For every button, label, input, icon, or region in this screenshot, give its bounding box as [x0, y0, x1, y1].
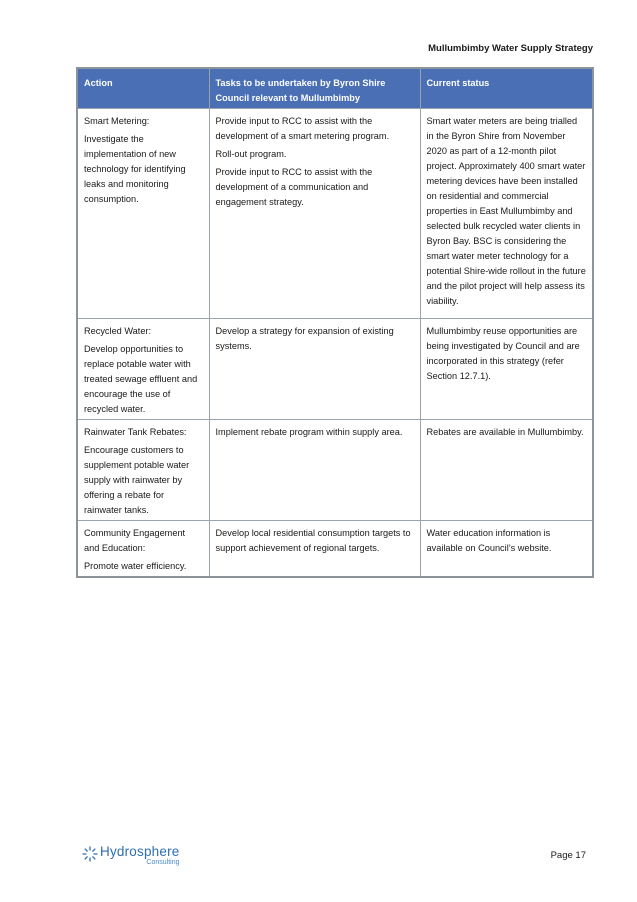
task-item: Develop a strategy for expansion of existing systems. — [215, 326, 394, 351]
document-title: Mullumbimby Water Supply Strategy — [428, 43, 593, 54]
task-item: Provide input to RCC to assist with the development of a communication and engagement strategy. — [215, 167, 373, 207]
status-cell — [420, 109, 593, 319]
tasks-cell — [209, 319, 420, 420]
task-item: Provide input to RCC to assist with the development of a smart metering program. — [215, 116, 390, 141]
action-cell — [77, 109, 209, 319]
action-cell — [77, 420, 209, 521]
table-header-row — [77, 68, 593, 109]
tasks-cell — [209, 109, 420, 319]
column-header-tasks: Tasks to be undertaken by Byron Shire Council relevant to Mullumbimby — [209, 68, 420, 109]
strategy-actions-table — [76, 67, 594, 578]
table-row — [77, 521, 593, 578]
action-description: Investigate the implementation of new technology for identifying leaks and monitoring consumption. — [84, 134, 186, 204]
status-cell — [420, 521, 593, 578]
logo-wordmark: Hydrosphere — [100, 844, 180, 859]
table-row — [77, 109, 593, 319]
column-header-action: Action — [77, 68, 209, 109]
action-title: Smart Metering: — [84, 116, 150, 126]
column-header-status: Current status — [420, 68, 593, 109]
action-cell — [77, 521, 209, 578]
logo-subtitle: Consulting — [146, 859, 180, 866]
action-description: Develop opportunities to replace potable water with treated sewage effluent and encourage the use of recycled water. — [84, 344, 198, 414]
sunburst-logo-icon — [82, 846, 98, 862]
task-item: Roll-out program. — [215, 149, 287, 159]
page-number: Page 17 — [550, 850, 586, 861]
action-title: Community Engagement and Education: — [84, 528, 186, 553]
action-title: Rainwater Tank Rebates: — [84, 427, 187, 437]
table-row — [77, 420, 593, 521]
status-cell — [420, 420, 593, 521]
status-text: Water education information is available on Council’s website. — [426, 528, 552, 553]
hydrosphere-logo — [82, 845, 180, 867]
status-text: Rebates are available in Mullumbimby. — [426, 427, 584, 437]
action-description: Promote water efficiency. — [84, 561, 187, 571]
tasks-cell — [209, 420, 420, 521]
action-title: Recycled Water: — [84, 326, 152, 336]
task-item: Develop local residential consumption targets to support achievement of regional targets. — [215, 528, 411, 553]
tasks-cell — [209, 521, 420, 578]
status-text: Smart water meters are being trialled in the Byron Shire from November 2020 as part of a 12-month pilot project. Approximately 400 smart water metering devices have been installed on residential and commercial properties in East Mullumbimby and selected bulk recycled water clients in Byron Bay. BSC is considering the smart water meter technology for a potential Shire-wide rollout in the future and the pilot project will help assess its viability. — [426, 116, 586, 306]
table-row — [77, 319, 593, 420]
task-item: Implement rebate program within supply area. — [215, 427, 403, 437]
action-cell — [77, 319, 209, 420]
status-text: Mullumbimby reuse opportunities are being investigated by Council and are incorporated in this strategy (refer Section 12.7.1). — [426, 326, 580, 381]
action-description: Encourage customers to supplement potable water supply with rainwater by offering a rebate for rainwater tanks. — [84, 445, 190, 515]
status-cell — [420, 319, 593, 420]
